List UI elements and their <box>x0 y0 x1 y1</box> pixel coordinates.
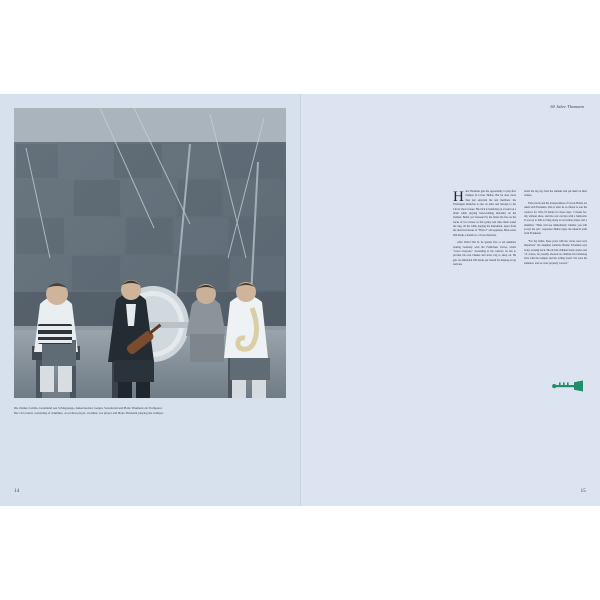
running-head: 60 Jahre Thomann <box>550 104 584 109</box>
book-spread <box>0 94 600 506</box>
circus-band-photograph <box>14 108 286 398</box>
page-number-right: 15 <box>580 489 586 494</box>
drop-cap: H <box>453 189 464 205</box>
body-text-columns <box>453 190 587 270</box>
trumpet-icon <box>552 379 586 391</box>
text-column-1 <box>453 190 516 270</box>
caption-line-en: Die circa band, consisting of drummer, accordion player, violinist, sax player and Hans Thomann playing the trumpet. <box>14 410 164 415</box>
left-page <box>0 94 300 506</box>
paragraph: This travels and the transportation of Circus Hellas are taken with Thomann. This is what he is offered to tour his contract for 1951-53 marks for those days. 5 marks for-day without show, and his own caravan with a bathroom. It was up to him to bring along an accordion player and a drummer. "Hans will see immediately whether you will accept the job," responses Hellas urges the musical team from Frankonia. <box>524 201 587 236</box>
text-column-2 <box>524 190 587 270</box>
paragraph: ans Thomann gets the opportunity to play first trumpet in Circus Hellas. But he does more than just entertain the tent members: the Thuringian musician is also an artist and belongs to the Circus' show troupe. His trick is balancing on a board on a drum while playing heart-rending melodies on his trumpet. Better yet: harassed by the future his fate on the backs of two horses as full gallop and rides them round the ring, all the while playing his instrument. Apart from the deserved shouts of "Bravo!" and applause, Hans earns 400 marks a month as a circus musician. <box>453 190 516 237</box>
page-number-left: 14 <box>14 489 20 494</box>
paragraph: down the big top, feed the animals and put them on their trailers. <box>524 190 587 198</box>
paragraph: "For my father, these years with the circus were very important," his daughter Gabriela Baader Thomann says today, looking back. He told his children many stories and "of course, he proudly showed us children his balancing trick with the trumpet and the rolling board. We were his audience, and we were properly wowed." <box>524 239 587 265</box>
photo-caption <box>14 406 276 416</box>
paragraph: After World War II, he spends five or six summers touring Germany with the Freilichten Circus, which "wows everyone." Ascending to his contract, he has to provide his own blanket and straw bag to sleep on. He gets an additional 200 marks per month for helping set up and take <box>453 241 516 266</box>
right-page <box>300 94 600 506</box>
caption-line-de: Die Zieher-Combo, bestehend aus Schlagzeuge, Akkordeonist, Geiger, Saxofonist und Hans Thomann als Trompeter. <box>14 406 163 410</box>
